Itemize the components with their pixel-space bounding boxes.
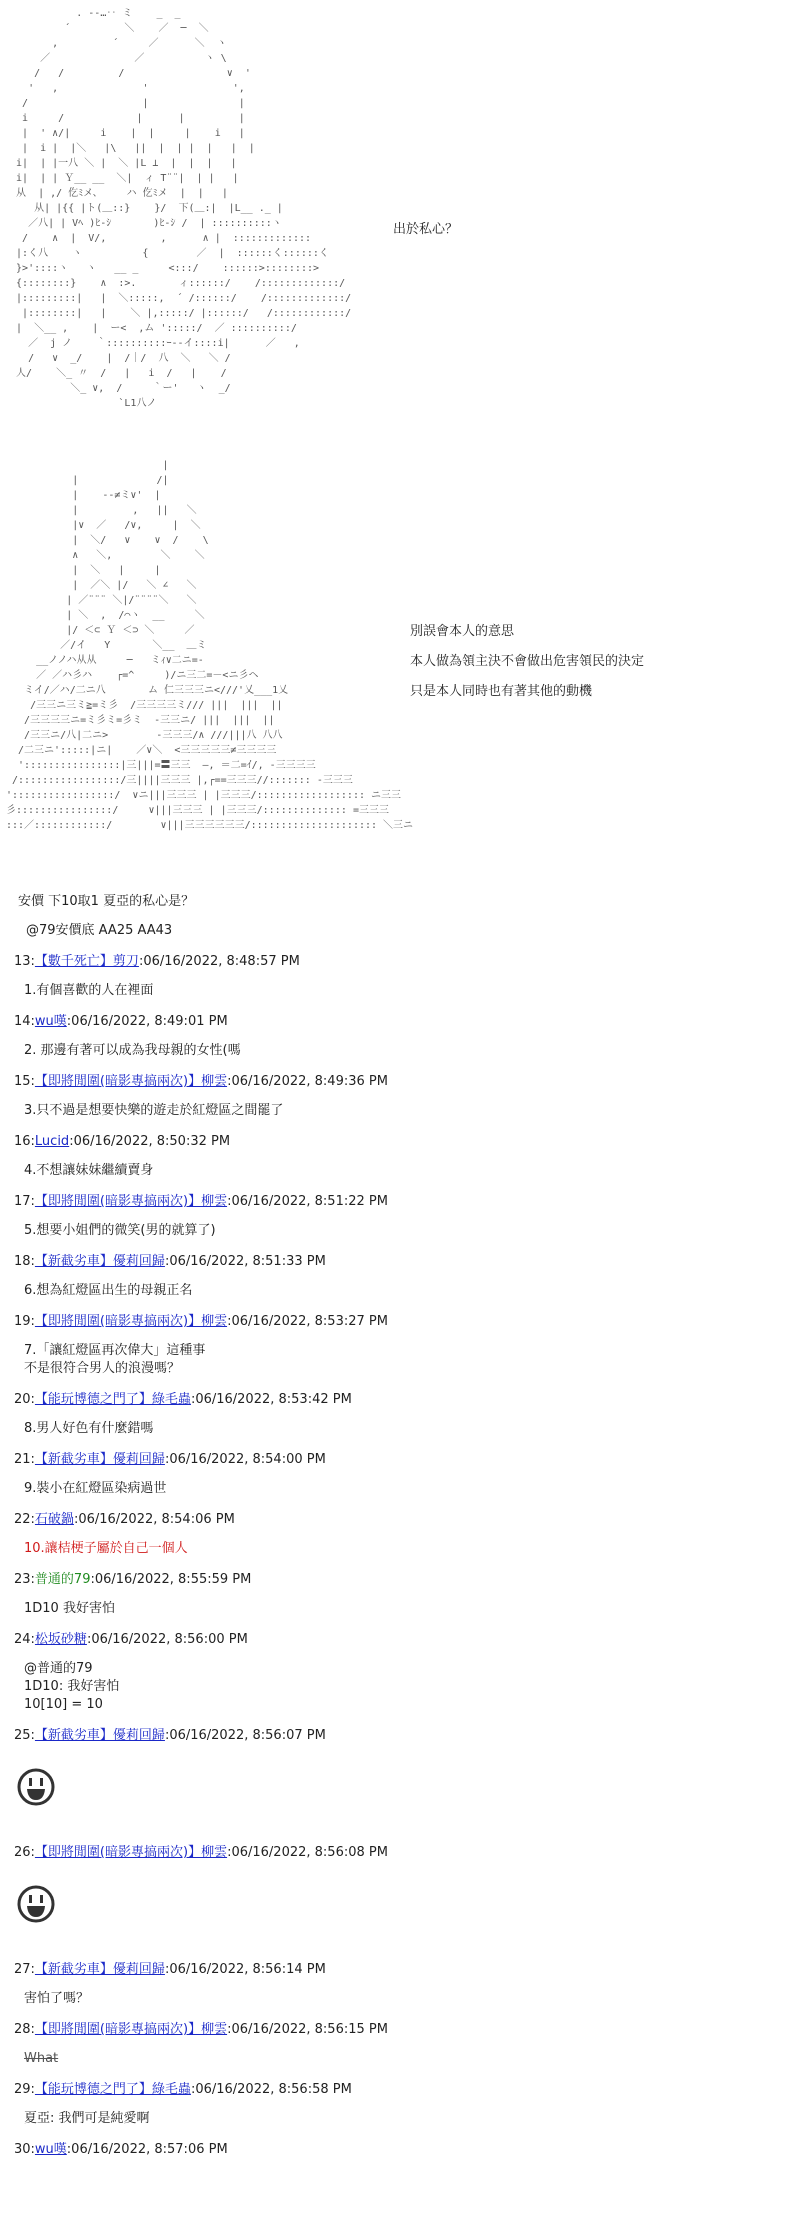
post-timestamp: :06/16/2022, 8:55:59 PM xyxy=(90,1572,252,1587)
post-header xyxy=(14,1961,784,1979)
post-timestamp: :06/16/2022, 8:56:15 PM xyxy=(227,2022,388,2037)
post-timestamp: :06/16/2022, 8:49:01 PM xyxy=(66,1014,228,1029)
post-timestamp: :06/16/2022, 8:56:07 PM xyxy=(164,1728,326,1743)
post-header xyxy=(14,1451,784,1469)
post-header xyxy=(14,1631,784,1649)
post-number: 14: xyxy=(14,1014,35,1029)
post-header xyxy=(14,1313,784,1331)
post-number: 15: xyxy=(14,1074,35,1089)
ascii-art-char-aznable: | | /| | -‐≠ミ∨' | | , || ＼ |∨ ／ /∨, | ＼ | ＼/ ∨ ∨ / \ ∧ ＼, ＼ ＼ | ＼ | | | ／＼ |/ ＼ ∠ ＼ | ／¨¨¨ ＼|/¨¨¨¨＼ ＼ | ＼ , /⌒ヽ __ ＼ |/ ＜⊂ Ｙ ＜⊃ ＼ ／ ／/イ Y ＼__ ＿ミ __ノノハ从从 ─ ミｨ∨二ニ=‐ ／ ／ハ彡ハ ┌=^ )/ニ三二=－<ニ彡ヘ ミイ/／ハ/二ニ八 ム 仁三三三ニ<///'乂___1乂 /三三ニ三ミ≧=ミ彡 /三三三三ミ/// ||| ||| || /三三三三ニ=ミ彡ミ=彡ミ -三三ニ/ ||| ||| || /三三ニ/八|二ニ> -三三三/∧ ///|||八 八八 /二三ニ':::::|ニ| ／∨＼ <三三三三三≠三三三三 '::::::::::::::::|三|||=〓三三 ―, ＝二=ｲ/, -三三三三 /:::::::::::::::::/三||||三三三 |,┌==三三三//::::::: -三三三 ':::::::::::::::::/ ∨ニ|||三三三 | |三三三/:::::::::::::::::: ニ三三 彡::::::::::::::::/ ∨|||三三三 | |三三三/:::::::::::::: =三三三 :::／::::::::::::/ ∨|||三三三三三三/::::::::::::::::::::: ＼三ニ xyxy=(6,460,414,831)
post-body xyxy=(14,1862,784,1948)
poster-name-link[interactable]: 【即將閒圍(暗影專搞兩次)】柳雲 xyxy=(34,1074,228,1089)
smiley-face-icon xyxy=(16,1884,56,1924)
post-header xyxy=(14,1391,784,1409)
thread xyxy=(14,893,784,2159)
post-timestamp: :06/16/2022, 8:56:58 PM xyxy=(190,2082,352,2097)
post-body: 害怕了嗎？ xyxy=(24,1991,90,2006)
post-body: 6.想為紅燈區出生的母親正名 xyxy=(24,1283,193,1298)
post-number: 16: xyxy=(14,1134,35,1149)
post-header xyxy=(14,953,784,971)
poster-name-link[interactable]: 【即將閒圍(暗影專搞兩次)】柳雲 xyxy=(34,1845,228,1860)
post-number: 17: xyxy=(14,1194,35,1209)
post-timestamp: :06/16/2022, 8:56:08 PM xyxy=(227,1845,388,1860)
post-header xyxy=(14,1727,784,1745)
post-timestamp: :06/16/2022, 8:57:06 PM xyxy=(66,2142,228,2157)
dialogue-text: 別誤會本人的意思 xyxy=(410,624,515,639)
post-number: 28: xyxy=(14,2022,35,2037)
post-header xyxy=(14,1073,784,1091)
dialogue-text: 出於私心？ xyxy=(393,222,459,237)
post-timestamp: :06/16/2022, 8:53:27 PM xyxy=(227,1314,388,1329)
post-body: 10.讓桔梗子屬於自己一個人 xyxy=(24,1541,188,1556)
post-body: 7.「讓紅燈區再次偉大」這種事 不是很符合男人的浪漫嗎？ xyxy=(24,1343,206,1376)
post-header xyxy=(14,1013,784,1031)
post-header xyxy=(14,1511,784,1529)
post-number: 21: xyxy=(14,1452,35,1467)
poster-name-link[interactable]: Lucid xyxy=(34,1134,70,1149)
post-body: 夏亞: 我們可是純愛啊 xyxy=(24,2111,150,2126)
post-number: 22: xyxy=(14,1512,35,1527)
post-timestamp: :06/16/2022, 8:56:14 PM xyxy=(164,1962,326,1977)
poster-name-link[interactable]: wu嘆 xyxy=(34,2142,67,2157)
poster-name-link[interactable]: 【新截劣車】優莉回歸 xyxy=(34,1254,165,1269)
post-timestamp: :06/16/2022, 8:51:22 PM xyxy=(227,1194,388,1209)
post-timestamp: :06/16/2022, 8:48:57 PM xyxy=(138,954,300,969)
post-number: 24: xyxy=(14,1632,35,1647)
post-number: 29: xyxy=(14,2082,35,2097)
poster-name-link[interactable]: 【數千死亡】剪刀 xyxy=(34,954,139,969)
poster-name-link[interactable]: 普通的79 xyxy=(34,1572,91,1587)
post-body: 5.想要小姐們的微笑(男的就算了) xyxy=(24,1223,216,1238)
poster-name-link[interactable]: 【即將閒圍(暗影專搞兩次)】柳雲 xyxy=(34,1194,228,1209)
poster-name-link[interactable]: 【能玩博德之門了】綠毛蟲 xyxy=(34,1392,191,1407)
post-number: 18: xyxy=(14,1254,35,1269)
post-body: 3.只不過是想要快樂的遊走於紅燈區之間罷了 xyxy=(24,1103,284,1118)
post-timestamp: :06/16/2022, 8:54:06 PM xyxy=(73,1512,235,1527)
post-header xyxy=(14,1193,784,1211)
post-body: 2. 那邊有著可以成為我母親的女性(嗎 xyxy=(24,1043,241,1058)
post-body: 9.裝小在紅燈區染病過世 xyxy=(24,1481,167,1496)
post-number: 13: xyxy=(14,954,35,969)
poster-name-link[interactable]: 【即將閒圍(暗影專搞兩次)】柳雲 xyxy=(34,2022,228,2037)
post-body xyxy=(14,1745,784,1831)
poster-name-link[interactable]: 【新截劣車】優莉回歸 xyxy=(34,1728,165,1743)
poster-name-link[interactable]: 松坂砂糖 xyxy=(34,1632,87,1647)
post-body: What xyxy=(24,2051,59,2066)
post-header xyxy=(14,2081,784,2099)
post-number: 25: xyxy=(14,1728,35,1743)
post-timestamp: :06/16/2022, 8:53:42 PM xyxy=(190,1392,352,1407)
post-body: 1.有個喜歡的人在裡面 xyxy=(24,983,154,998)
post-number: 23: xyxy=(14,1572,35,1587)
post-timestamp: :06/16/2022, 8:50:32 PM xyxy=(69,1134,231,1149)
post-number: 26: xyxy=(14,1845,35,1860)
ascii-art-girl-portrait: . -‐…‥ ミ _ _ ´ ＼ ／ ─ ＼ , ´ ／ ＼ ヽ ／ ／ ヽ \ / / / ∨ ' ' , ' ', / | | i / | | | | ' ∧/| i | | | i | | i | |＼ |\ || | | | | | | i| | |一八 ＼ | ＼ |L ⊥ | | | | i| | | Ｙ__ __ ＼| ィ T¨¨| | | | 从 | ,/ 仡ﾐメ、 ハ 仡ﾐメ | | | 从| |{{ |ト(＿::} }/ 下(＿:| |L__ ._ | ／八| | Vﾍ )ﾋ‐ｼ )ﾋ‐ｼ / | ::::::::::ヽ / ∧ | V/, , ∧ | ::::::::::::: |:く八 ヽ { ／ | ::::::く::::::く }>'::::ヽ ヽ __ _ <:::/ ::::::>::::::::> {::::::::} ∧ :>. ィ::::::/ /:::::::::::::/ |:::::::::| | ＼:::::, ´ /::::::/ /:::::::::::::/ |::::::::| | ＼ |,:::::/ |::::::/ /::::::::::::/ | ＼__ , | ー< ,ム ':::::/ ／ ::::::::::/ ／ j ノ ｀::::::::::ｰ--イ::::i| ／ , / ∨ _/ | /｜/ 八 ＼ ＼ / 人/ ＼_ 〃 / | i / | / ＼_ ∨, / ｀ー' ヽ _/ `L1八ノ xyxy=(16,8,352,409)
post-number: 20: xyxy=(14,1392,35,1407)
post-timestamp: :06/16/2022, 8:51:33 PM xyxy=(164,1254,326,1269)
poster-name-link[interactable]: 【能玩博德之門了】綠毛蟲 xyxy=(34,2082,191,2097)
post-body: 8.男人好色有什麼錯嗎 xyxy=(24,1421,154,1436)
dialogue-text: 本人做為領主決不會做出危害領民的決定 xyxy=(410,654,645,669)
post-timestamp: :06/16/2022, 8:54:00 PM xyxy=(164,1452,326,1467)
post-body: @普通的79 1D10: 我好害怕 10[10] = 10 xyxy=(24,1661,120,1712)
post-number: 30: xyxy=(14,2142,35,2157)
poster-name-link[interactable]: wu嘆 xyxy=(34,1014,67,1029)
post-list xyxy=(14,953,784,2159)
poster-name-link[interactable]: 【新截劣車】優莉回歸 xyxy=(34,1452,165,1467)
poster-name-link[interactable]: 石破鍋 xyxy=(34,1512,74,1527)
poster-name-link[interactable]: 【新截劣車】優莉回歸 xyxy=(34,1962,165,1977)
post-header xyxy=(14,2021,784,2039)
post-timestamp: :06/16/2022, 8:56:00 PM xyxy=(86,1632,248,1647)
vote-rule: @79安價底 AA25 AA43 xyxy=(26,923,173,938)
post-number: 19: xyxy=(14,1314,35,1329)
post-body: 4.不想讓妹妹繼續賣身 xyxy=(24,1163,154,1178)
post-header xyxy=(14,1571,784,1589)
dialogue-text: 只是本人同時也有著其他的動機 xyxy=(410,684,593,699)
smiley-face-icon xyxy=(16,1767,56,1807)
poster-name-link[interactable]: 【即將閒圍(暗影專搞兩次)】柳雲 xyxy=(34,1314,228,1329)
post-header xyxy=(14,2141,784,2159)
vote-prompt: 安價 下10取1 夏亞的私心是？ xyxy=(18,894,195,909)
page-cut xyxy=(0,2228,800,2240)
post-header xyxy=(14,1253,784,1271)
post-header xyxy=(14,1133,784,1151)
post-timestamp: :06/16/2022, 8:49:36 PM xyxy=(227,1074,388,1089)
post-number: 27: xyxy=(14,1962,35,1977)
post-body: 1D10 我好害怕 xyxy=(24,1601,115,1616)
post-header xyxy=(14,1844,784,1862)
